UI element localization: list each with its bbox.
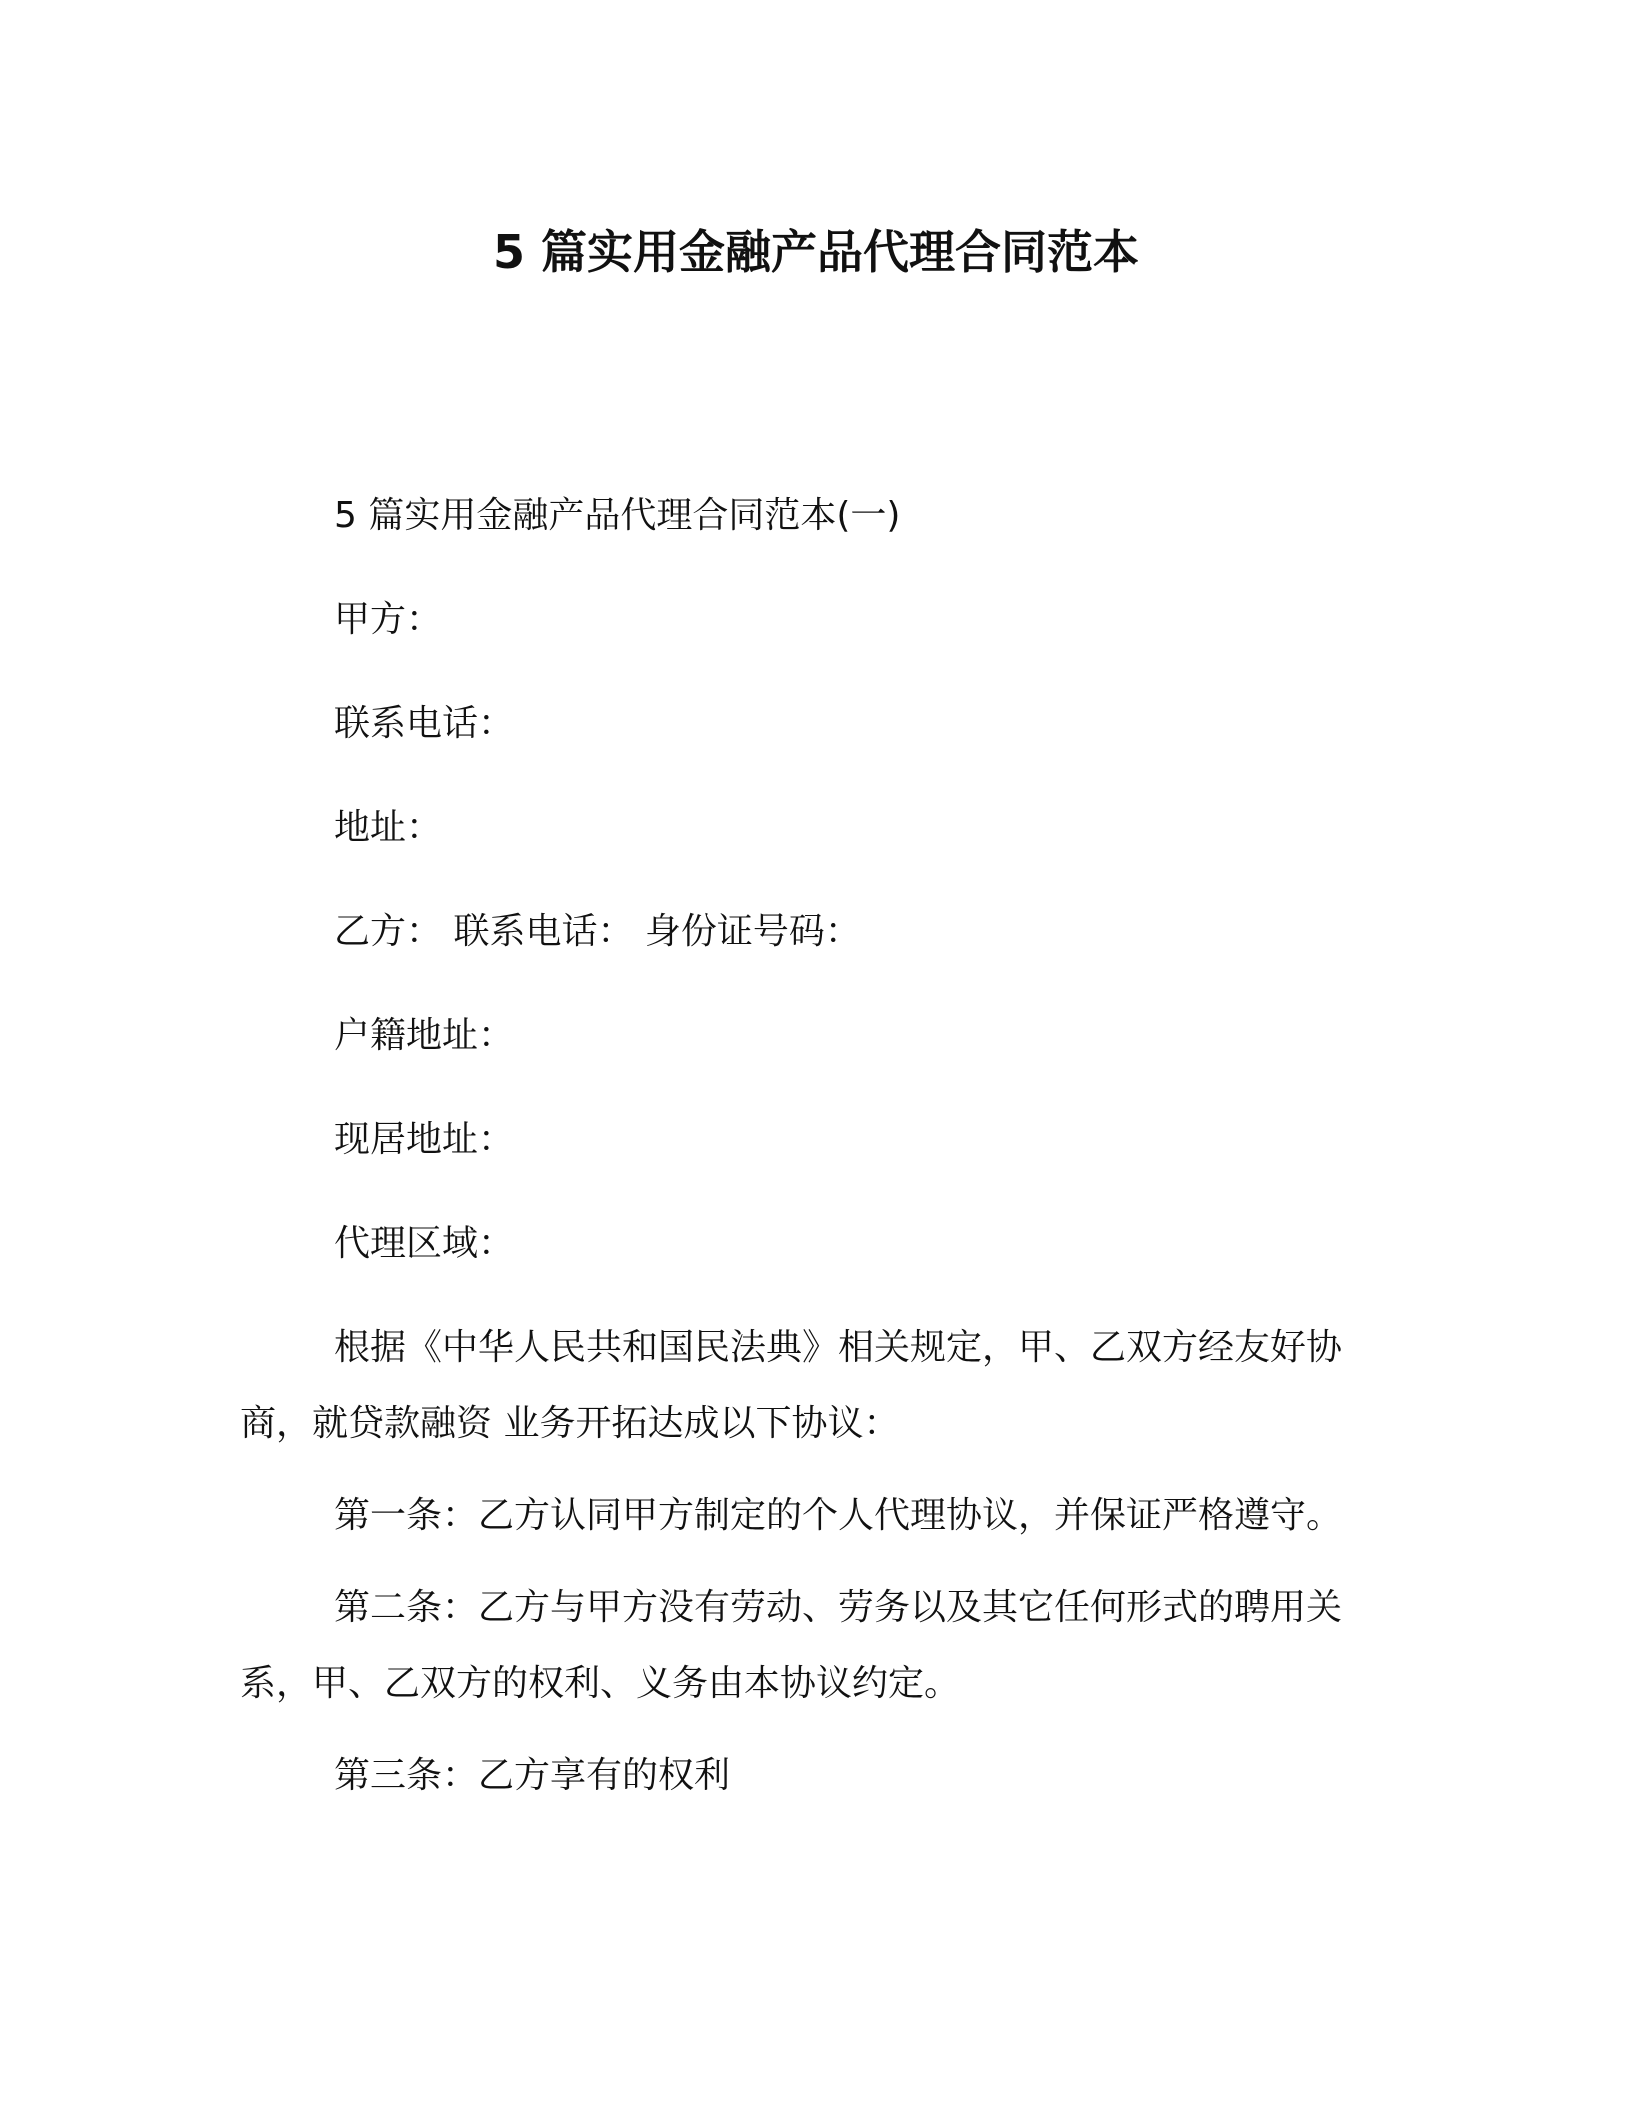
- field-phone: 联系电话：: [334, 703, 515, 744]
- field-registered-address: 户籍地址：: [334, 1015, 515, 1056]
- field-party-a: 甲方：: [334, 599, 443, 640]
- article-2: 第二条：乙方与甲方没有劳动、劳务以及其它任何形式的聘用关系，甲、乙双方的权利、义务由本协议约定。: [240, 1587, 1343, 1704]
- article-3: 第三条：乙方享有的权利: [334, 1755, 731, 1796]
- preamble-paragraph: 根据《中华人民共和国民法典》相关规定，甲、乙双方经友好协商，就贷款融资 业务开拓达成以下协议：: [240, 1327, 1343, 1444]
- field-agency-region: 代理区域：: [334, 1223, 515, 1264]
- document-title: 5 篇实用金融产品代理合同范本: [492, 225, 1140, 279]
- section-heading: 5 篇实用金融产品代理合同范本(一): [334, 495, 901, 536]
- field-current-address: 现居地址：: [334, 1119, 515, 1160]
- article-1: 第一条：乙方认同甲方制定的个人代理协议，并保证严格遵守。: [334, 1495, 1343, 1536]
- field-party-b: 乙方： 联系电话： 身份证号码：: [334, 911, 861, 952]
- document-body: [240, 490, 1390, 1842]
- field-address: 地址：: [334, 807, 443, 848]
